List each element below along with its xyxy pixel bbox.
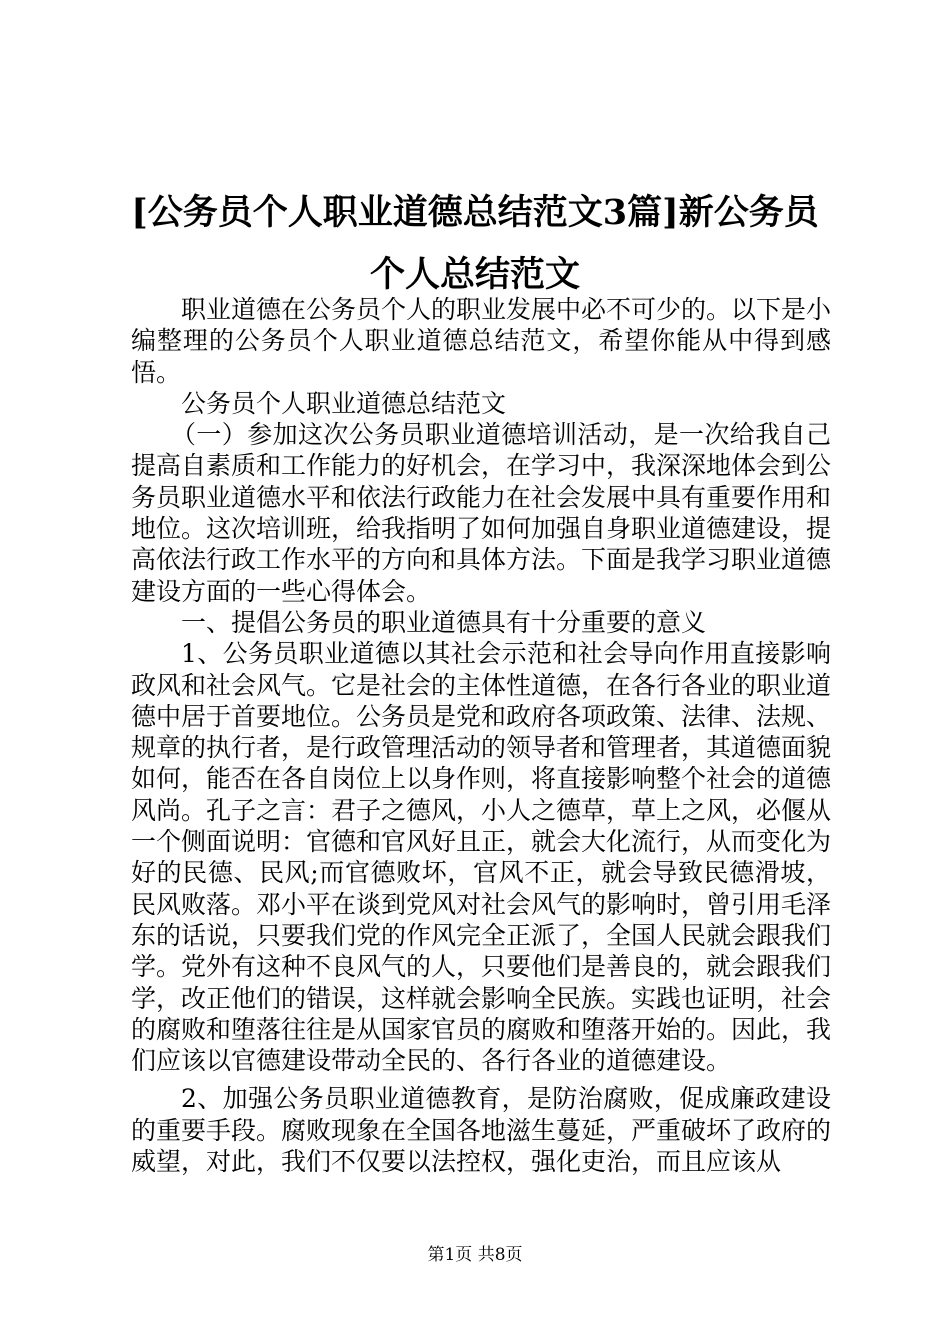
paragraph-point-two: 2、加强公务员职业道德教育，是防治腐败，促成廉政建设的重要手段。腐败现象在全国各地滋生蔓延，严重破坏了政府的威望，对此，我们不仅要以法控权，强化吏治，而且应该从: [131, 1084, 832, 1177]
page-footer: 第1页 共8页: [427, 1245, 523, 1265]
paragraph-subtitle: 公务员个人职业道德总结范文: [181, 388, 507, 418]
document-title: [公务员个人职业道德总结范文3篇]新公务员个人总结范文: [131, 192, 819, 295]
paragraph-part-one: （一）参加这次公务员职业道德培训活动，是一次给我自己提高自素质和工作能力的好机会，在学习中，我深深地体会到公务员职业道德水平和依法行政能力在社会发展中具有重要作用和地位。这次培训班，给我指明了如何加强自身职业道德建设，提高依法行政工作水平的方向和具体方法。下面是我学习职业道德建设方面的一些心得体会。: [131, 420, 832, 606]
section-heading-one: 一、提倡公务员的职业道德具有十分重要的意义: [181, 607, 707, 637]
paragraph-point-one: 1、公务员职业道德以其社会示范和社会导向作用直接影响政风和社会风气。它是社会的主体性道德，在各行各业的职业道德中居于首要地位。公务员是党和政府各项政策、法律、法规、规章的执行者，是行政管理活动的领导者和管理者，其道德面貌如何，能否在各自岗位上以身作则，将直接影响整个社会的道德风尚。孔子之言：君子之德风，小人之德草，草上之风，必偃从一个侧面说明：官德和官风好且正，就会大化流行，从而变化为好的民德、民风;而官德败坏，官风不正，就会导致民德滑坡，民风败落。邓小平在谈到党风对社会风气的影响时，曾引用毛泽东的话说，只要我们党的作风完全正派了，全国人民就会跟我们学。党外有这种不良风气的人，只要他们是善良的，就会跟我们学，改正他们的错误，这样就会影响全民族。实践也证明，社会的腐败和堕落往往是从国家官员的腐败和堕落开始的。因此，我们应该以官德建设带动全民的、各行各业的道德建设。: [131, 639, 832, 1076]
document-body: [131, 294, 831, 1177]
paragraph-intro: 职业道德在公务员个人的职业发展中必不可少的。以下是小编整理的公务员个人职业道德总结范文，希望你能从中得到感悟。: [131, 295, 832, 387]
